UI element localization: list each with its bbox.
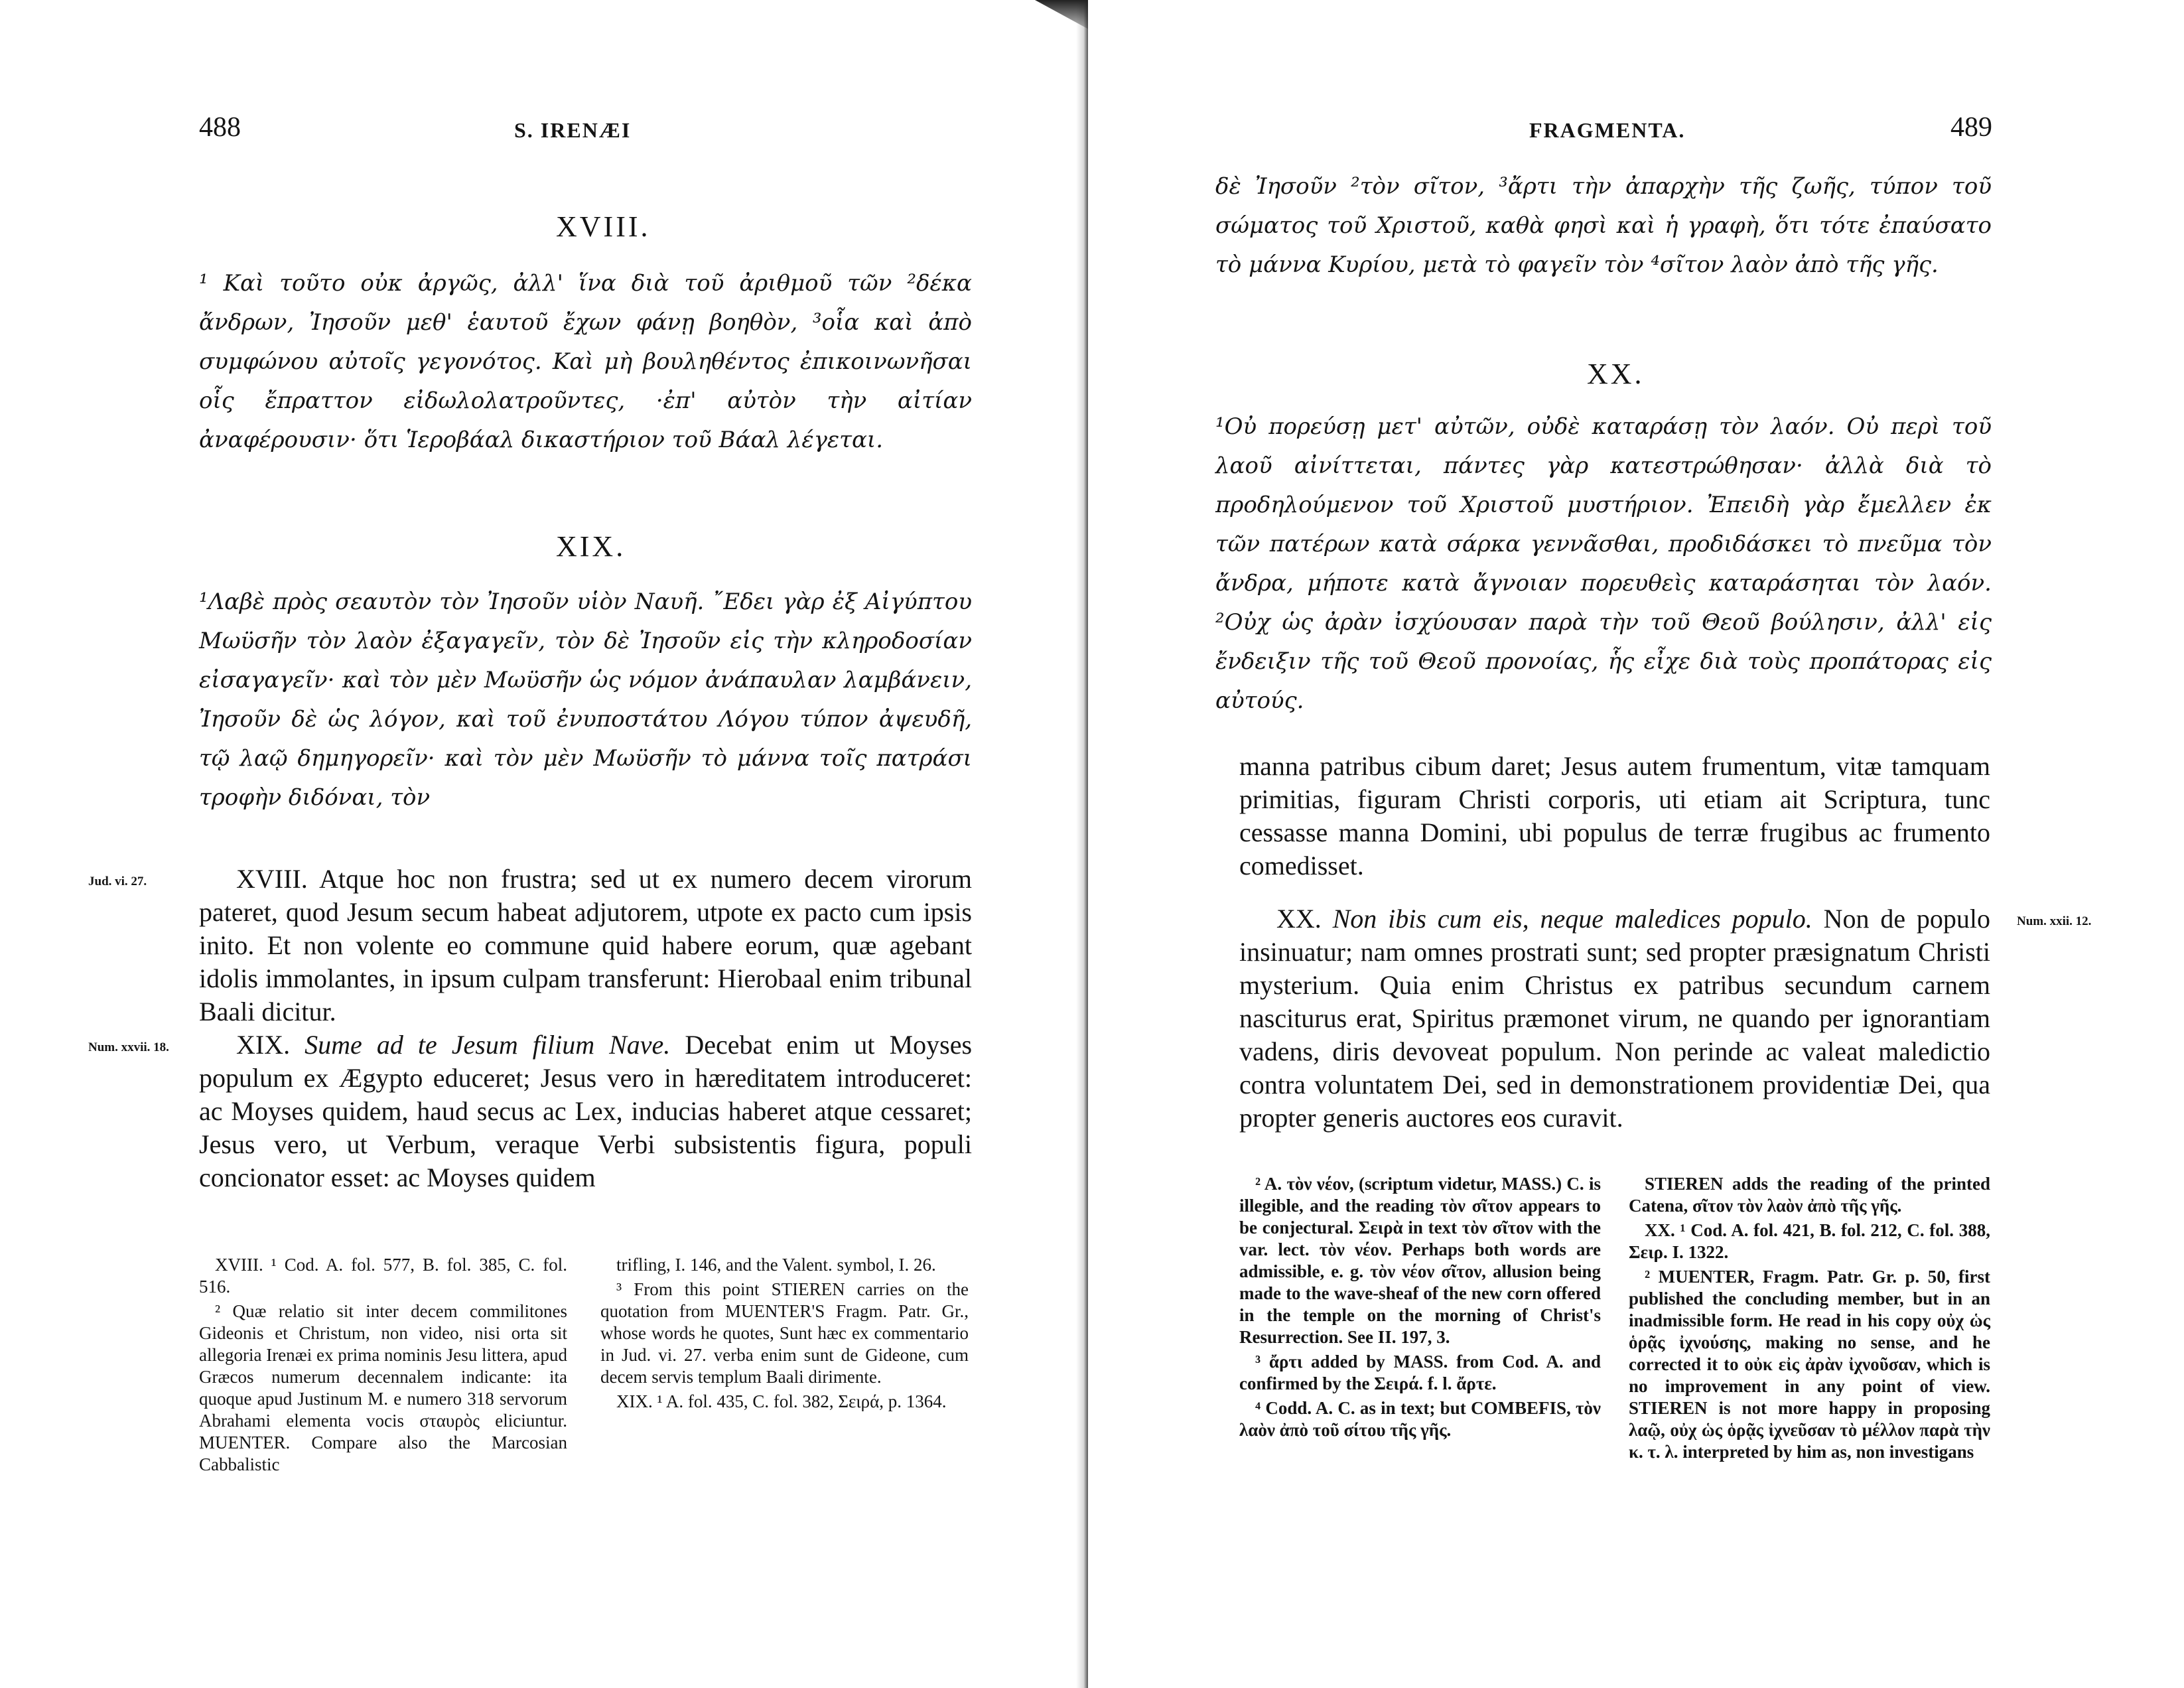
- scripture-lemma: Non ibis cum eis, neque maledices populo.: [1332, 904, 1812, 934]
- greek-paragraph-xviii: ¹ Καὶ τοῦτο οὐκ ἀργῶς, ἀλλ' ἵνα διὰ τοῦ ἀριθμοῦ τῶν ²δέκα ἄνδρων, Ἰησοῦν μεθ' ἑαυτοῦ ἔχων φάνῃ βοηθὸν, ³οἷα καὶ ἀπὸ συμφώνου αὐτοῖς γεγονότος. Καὶ μὴ βουληθέντος ἐπικοινωνῆσαι οἷς ἔπραττον εἰδωλολατροῦντες, ·ἐπ' αὐτὸν τὴν αἰτίαν ἀναφέρουσιν· ὅτι Ἱεροβάαλ δικαστήριον τοῦ Βάαλ λέγεται.: [199, 270, 972, 453]
- footnote: XIX. ¹ A. fol. 435, C. fol. 382, Σειρά, p. 1364.: [616, 1391, 947, 1411]
- footnotes-right-col2: [1629, 1173, 1990, 1466]
- footnote: trifling, I. 146, and the Valent. symbol, I. 26.: [616, 1255, 936, 1275]
- latin-block-left-xix: [199, 1028, 972, 1194]
- footnotes-left-col1: [199, 1254, 567, 1478]
- latin-block-right-xx: [1239, 902, 1990, 1135]
- latin-paragraph-xix: [199, 1028, 972, 1194]
- latin-continuation: manna patribus cibum daret; Jesus autem frumentum, vitæ tamquam primitias, figuram Christi corporis, uti etiam ait Scriptura, tunc cessasse manna Domini, ubi populus de terræ frugibus ac frumento comedisset.: [1239, 751, 1990, 880]
- latin-block-right: [1239, 750, 1990, 882]
- greek-heading-xviii: XVIII.: [556, 210, 651, 243]
- footnote: ³ From this point STIEREN carries on the quotation from MUENTER'S Fragm. Patr. Gr., whose words he quotes, Sunt hæc ex commentario in Jud. vi. 27. verba enim sunt de Gideone, cum decem servis templum Baali dirimente.: [600, 1279, 969, 1387]
- page-number-left: 488: [199, 112, 241, 143]
- section-numeral: XX.: [1276, 904, 1322, 934]
- latin-text: Decebat enim ut Moyses populum ex Ægypto educeret; Jesus vero in hæreditatem introduceret: ac Moyses quidem, haud secus ac Lex, inducias haberet atque cessaret; Jesus vero, ut Verbum, veraque Verbi subsistentis figura, populi concionator esset: ac Moyses quidem: [199, 1030, 973, 1192]
- margin-reference-num: Num. xxvii. 18.: [88, 1040, 169, 1054]
- footnote: XX. ¹ Cod. A. fol. 421, B. fol. 212, C. fol. 388, Σειρ. I. 1322.: [1629, 1220, 1990, 1262]
- greek-paragraph-xx: ¹Οὐ πορεύσῃ μετ' αὐτῶν, οὐδὲ καταράσῃ τὸν λαόν. Οὐ περὶ τοῦ λαοῦ αἰνίττεται, πάντες γὰρ κατεστρώθησαν· ἀλλὰ διὰ τὸ προδηλούμενον τοῦ Χριστοῦ μυστήριον. Ἐπειδὴ γὰρ ἔμελλεν ἐκ τῶν πατέρων κατὰ σάρκα γεννᾶσθαι, προδιδάσκει τὸ πνεῦμα τὸν ἄνδρα, μήποτε κατὰ ἄγνοιαν πορευθεὶς καταράσηται τὸν λαόν. ²Οὐχ ὡς ἀρὰν ἰσχύουσαν παρὰ τὴν τοῦ Θεοῦ βούλησιν, ἀλλ' εἰς ἔνδειξιν τῆς τοῦ Θεοῦ προνοίας, ἧς εἶχε διὰ τοὺς προπάτορας εἰς αὐτούς.: [1215, 413, 1992, 714]
- greek-heading-xix: XIX.: [556, 530, 626, 563]
- footnotes-right-col1: [1239, 1173, 1601, 1444]
- section-numeral: XIX.: [236, 1030, 291, 1060]
- left-page: [0, 0, 1088, 1688]
- latin-text: Non de populo insinuatur; nam omnes prostrati sunt; sed propter præsignatum Christi mysterium. Quia enim Christus ex patribus secundum carnem nasciturus erat, Spiritus præmonet virum, ne quando per ignorantiam vadens, diris devoveat populum. Non perinde ac valeat maledictio contra voluntatem Dei, sed in demonstrationem providentiæ Dei, qua propter generis auctores eos curavit.: [1239, 904, 1991, 1133]
- footnote: ³ ἄρτι added by MASS. from Cod. A. and confirmed by the Σειρά. f. l. ἄρτε.: [1239, 1352, 1601, 1393]
- greek-continuation: δὲ Ἰησοῦν ²τὸν σῖτον, ³ἄρτι τὴν ἀπαρχὴν τῆς ζωῆς, τύπον τοῦ σώματος τοῦ Χριστοῦ, καθὰ φησὶ καὶ ἡ γραφὴ, ὅτι τότε ἐπαύσατο τὸ μάννα Κυρίου, μετὰ τὸ φαγεῖν τὸν ⁴σῖτον λαὸν ἀπὸ τῆς γῆς.: [1215, 173, 1992, 278]
- greek-paragraph-xix: ¹Λαβὲ πρὸς σεαυτὸν τὸν Ἰησοῦν υἱὸν Ναυῆ. ῎Εδει γὰρ ἐξ Αἰγύπτου Μωϋσῆν τὸν λαὸν ἐξαγαγεῖν, τὸν δὲ Ἰησοῦν εἰς τὴν κληροδοσίαν εἰσαγαγεῖν· καὶ τὸν μὲν Μωϋσῆν ὡς νόμον ἀνάπαυλαν λαμβάνειν, Ἰησοῦν δὲ ὡς λόγον, καὶ τοῦ ἐνυποστάτου Λόγου τύπον ἀψευδῆ, τῷ λαῷ δημηγορεῖν· καὶ τὸν μὲν Μωϋσῆν τὸ μάννα τοῖς πατράσι τροφὴν διδόναι, τὸν: [199, 589, 972, 811]
- footnote: ² A. τὸν νέον, (scriptum videtur, MASS.) C. is illegible, and the reading τὸν σῖτον appears to be conjectural. Σειρὰ in text τὸν σῖτον with the var. lect. τὸν νέον. Perhaps both words are admissible, e. g. τὸν νέον σῖτον, allusion being made to the wave-sheaf of the new corn offered in the temple on the morning of Christ's Resurrection. See II. 197, 3.: [1239, 1174, 1601, 1347]
- running-title-left: S. IRENÆI: [514, 118, 632, 142]
- footnote: STIEREN adds the reading of the printed Catena, σῖτον τὸν λαὸν ἀπὸ τῆς γῆς.: [1629, 1174, 1990, 1216]
- footnote: XVIII. ¹ Cod. A. fol. 577, B. fol. 385, C. fol. 516.: [199, 1255, 567, 1297]
- latin-paragraph-xviii: [199, 863, 972, 1028]
- footnote: ² Quæ relatio sit inter decem commilitones Gideonis et Christum, non video, nisi orta sit allegoria Irenæi ex prima nominis Jesu littera, apud Græcos numerum decennalem indicante: ita quoque apud Justinum M. e numero 318 servorum Abrahami elementa vocis σταυρὸς eliciuntur. MUENTER. Compare also the Marcosian Cabbalistic: [199, 1301, 567, 1474]
- footnote: ⁴ Codd. A. C. as in text; but COMBEFIS, τὸν λαὸν ἀπὸ τοῦ σίτου τῆς γῆς.: [1239, 1398, 1601, 1440]
- latin-paragraph-xx: [1239, 902, 1990, 1135]
- right-page: [1088, 0, 2184, 1688]
- greek-heading-xx: XX.: [1587, 358, 1645, 390]
- latin-text: Atque hoc non frustra; sed ut ex numero decem virorum pateret, quod Jesum secum habeat adjutorem, utpote ex pacto cum ipsis inito. Et non volente eo commune quid habere eorum, quæ agebant idolis immolantes, in ipsum culpam transferunt: Hierobaal enim tribunal Baali dicitur.: [199, 864, 972, 1026]
- footnotes-left-col2: [600, 1254, 969, 1415]
- running-title-right: FRAGMENTA.: [1529, 118, 1686, 142]
- margin-reference-num-xxii: Num. xxii. 12.: [2017, 914, 2092, 928]
- page-number-right: 489: [1950, 112, 1992, 143]
- scripture-lemma: Sume ad te Jesum filium Nave.: [305, 1030, 671, 1060]
- latin-block-left: [199, 863, 972, 1028]
- margin-reference-jud: Jud. vi. 27.: [88, 875, 147, 888]
- section-numeral: XVIII.: [236, 864, 308, 894]
- footnote: ² MUENTER, Fragm. Patr. Gr. p. 50, first published the concluding member, but in an inadmissible form. He read in his copy οὐχ ὡς ὁρᾷς ἰχνούσης, making no sense, and he corrected it to οὐκ εἰς ἀρὰν ἰχνοῦσαν, which is no improvement in any point of view. STIEREN is not more happy in proposing λαῷ, οὐχ ὡς ὁρᾷς ἰχνεῦσαν τὸ μέλλον παρὰ τὴν κ. τ. λ. interpreted by him as, non investigans: [1629, 1267, 1990, 1462]
